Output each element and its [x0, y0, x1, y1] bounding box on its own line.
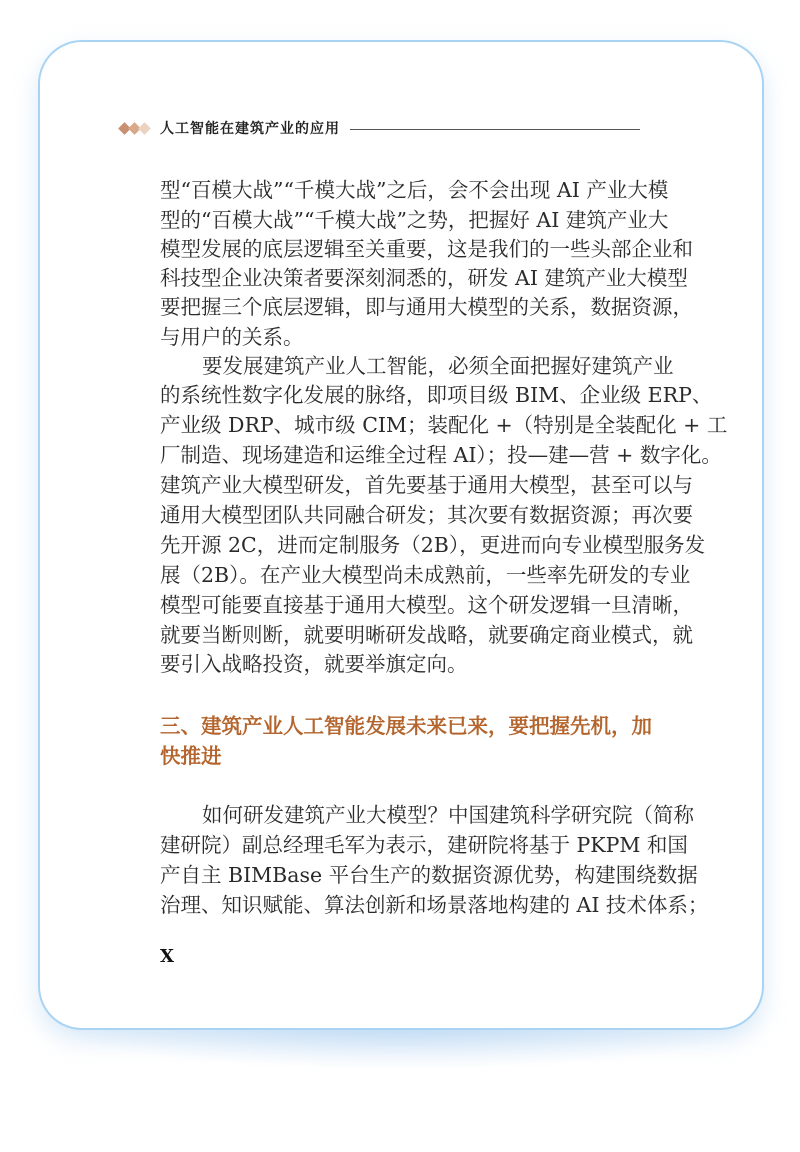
body-text-line: 通用大模型团队共同融合研发；其次要有数据资源；再次要: [160, 503, 693, 527]
section-heading-line: 快推进: [160, 744, 222, 768]
header-rule: [350, 129, 640, 130]
running-header: [118, 118, 640, 140]
body-text-line: 产业级 DRP、城市级 CIM；装配化 +（特别是全装配化 + 工: [160, 413, 728, 437]
body-text-line: 型“百模大战”“千模大战”之后，会不会出现 AI 产业大模: [160, 178, 669, 202]
body-text-line: 就要当断则断，就要明晰研发战略，就要确定商业模式，就: [160, 623, 693, 647]
body-text-line: 要引入战略投资，就要举旗定向。: [160, 652, 468, 676]
body-text-line: 先开源 2C，进而定制服务（2B），更进而向专业模型服务发: [160, 533, 706, 557]
body-text-line: 要发展建筑产业人工智能，必须全面把握好建筑产业: [202, 354, 674, 378]
body-text-line: 型的“百模大战”“千模大战”之势，把握好 AI 建筑产业大: [160, 208, 669, 232]
body-text-line: 模型可能要直接基于通用大模型。这个研发逻辑一旦清晰，: [160, 593, 693, 617]
body-text-line: 建筑产业大模型研发，首先要基于通用大模型，甚至可以与: [160, 473, 693, 497]
body-text-line: 治理、知识赋能、算法创新和场景落地构建的 AI 技术体系；: [160, 893, 709, 917]
page-number: X: [160, 946, 174, 967]
section-heading-line: 三、建筑产业人工智能发展未来已来，要把握先机，加: [160, 714, 652, 738]
body-text-line: 如何研发建筑产业大模型？中国建筑科学研究院（简称: [202, 803, 694, 827]
running-title: 人工智能在建筑产业的应用: [160, 121, 340, 137]
body-text-line: 厂制造、现场建造和运维全过程 AI）；投—建—营 + 数字化。: [160, 443, 722, 467]
body-text-line: 科技型企业决策者要深刻洞悉的，研发 AI 建筑产业大模型: [160, 266, 688, 290]
body-text-line: 要把握三个底层逻辑，即与通用大模型的关系，数据资源，: [160, 295, 693, 319]
body-text-line: 的系统性数字化发展的脉络，即项目级 BIM、企业级 ERP、: [160, 383, 713, 407]
body-text-line: 建研院）副总经理毛军为表示，建研院将基于 PKPM 和国: [160, 833, 688, 857]
body-text-line: 产自主 BIMBase 平台生产的数据资源优势，构建围绕数据: [160, 863, 698, 887]
diamond-ornament-icon: [118, 123, 158, 135]
body-text-line: 展（2B）。在产业大模型尚未成熟前，一些率先研发的专业: [160, 563, 691, 587]
body-text-line: 模型发展的底层逻辑至关重要，这是我们的一些头部企业和: [160, 237, 693, 261]
body-text-line: 与用户的关系。: [160, 325, 304, 349]
